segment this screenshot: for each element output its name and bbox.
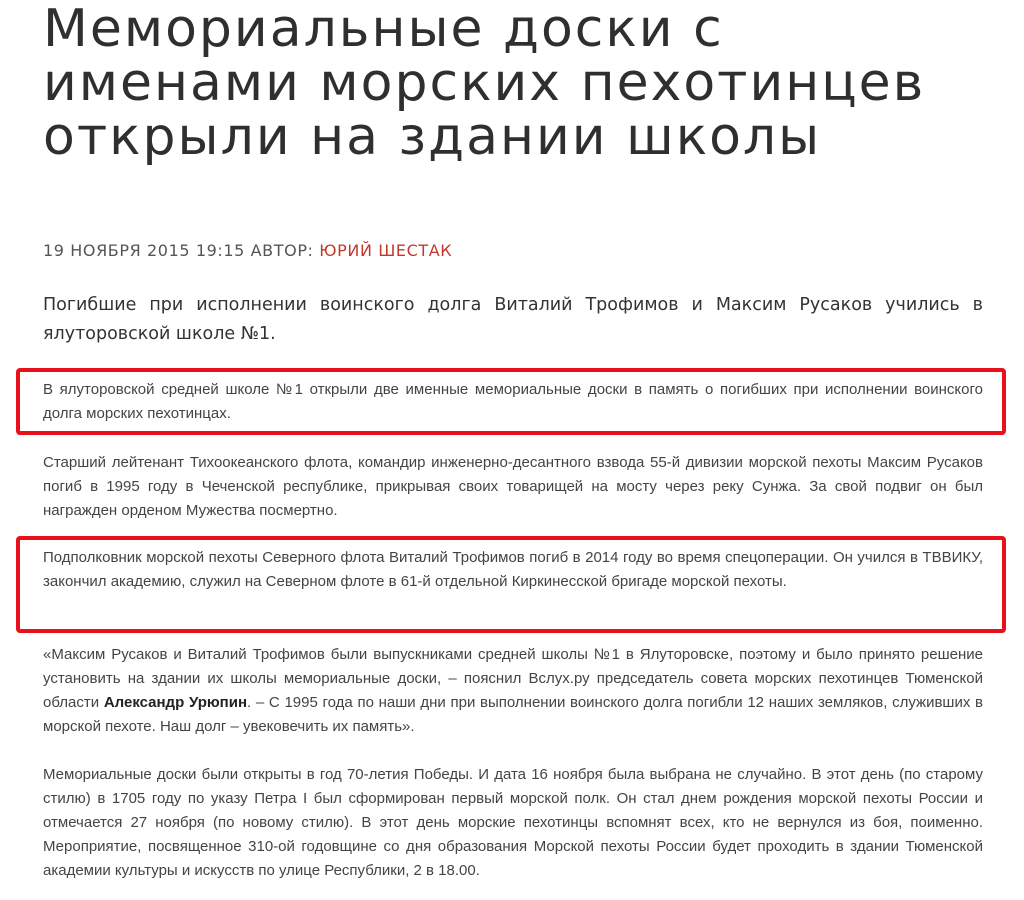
publish-date: 19 НОЯБРЯ 2015 19:15 [43,241,245,260]
paragraph-2: Старший лейтенант Тихоокеанского флота, командир инженерно-десантного взвода 55-й дивизии морской пехоты Максим Русаков погиб в 1995 году в Чеченской республике, прикрывая своих товарищей на мосту через реку Сунжа. За свой подвиг он был награжден орденом Мужества посмертно. [43,454,983,519]
quote-text-end: . – С 1995 года по наши дни при выполнении воинского долга погибли 12 наших земляков, служивших в морской пехоте. Наш долг – увековечить их память». [43,694,983,735]
author-link[interactable]: ЮРИЙ ШЕСТАК [319,241,453,260]
paragraph-1: В ялуторовской средней школе №1 открыли две именные мемориальные доски в память о погибших при исполнении воинского долга морских пехотинцах. [43,381,983,422]
quoted-person-name: Александр Урюпин [103,694,248,711]
highlight-box-2 [16,536,1006,633]
author-label: АВТОР: [250,241,314,260]
paragraph-5: Мемориальные доски были открыты в год 70-летия Победы. И дата 16 ноября была выбрана не случайно. В этот день (по старому стилю) в 1705 году по указу Петра I был сформирован первый морской полк. Он стал днем рождения морской пехоты России и отмечается 27 ноября (по новому стилю). В этот день морские пехотинцы вспомнят всех, кто не вернулся из боя, поименно. Мероприятие, посвященное 310-ой годовщине со дня образования Морской пехоты России будет проходить в здании Тюменской академии культуры и искусств по улице Республики, 2 в 18.00. [43,766,983,879]
paragraph-4 [43,643,983,739]
paragraph-3: Подполковник морской пехоты Северного флота Виталий Трофимов погиб в 2014 году во время спецоперации. Он учился в ТВВИКУ, закончил академию, служил на Северном флоте в 61-й отдельной Киркинесской бригаде морской пехоты. [43,549,983,590]
bottom-fade [0,880,1024,900]
article-meta [43,241,452,260]
article-lead: Погибшие при исполнении воинского долга Виталий Трофимов и Максим Русаков учились в ялуторовской школе №1. [43,295,983,344]
article-title: Мемориальные доски с именами морских пехотинцев открыли на здании школы [43,0,926,167]
quote-text-start: «Максим Русаков и Виталий Трофимов были выпускниками средней школы №1 в Ялуторовске, поэтому и было принято решение установить на здании их школы мемориальные доски, – пояснил Вслух.ру председатель совета морских пехотинцев Тюменской области [43,646,983,711]
highlight-box-1 [16,368,1006,435]
